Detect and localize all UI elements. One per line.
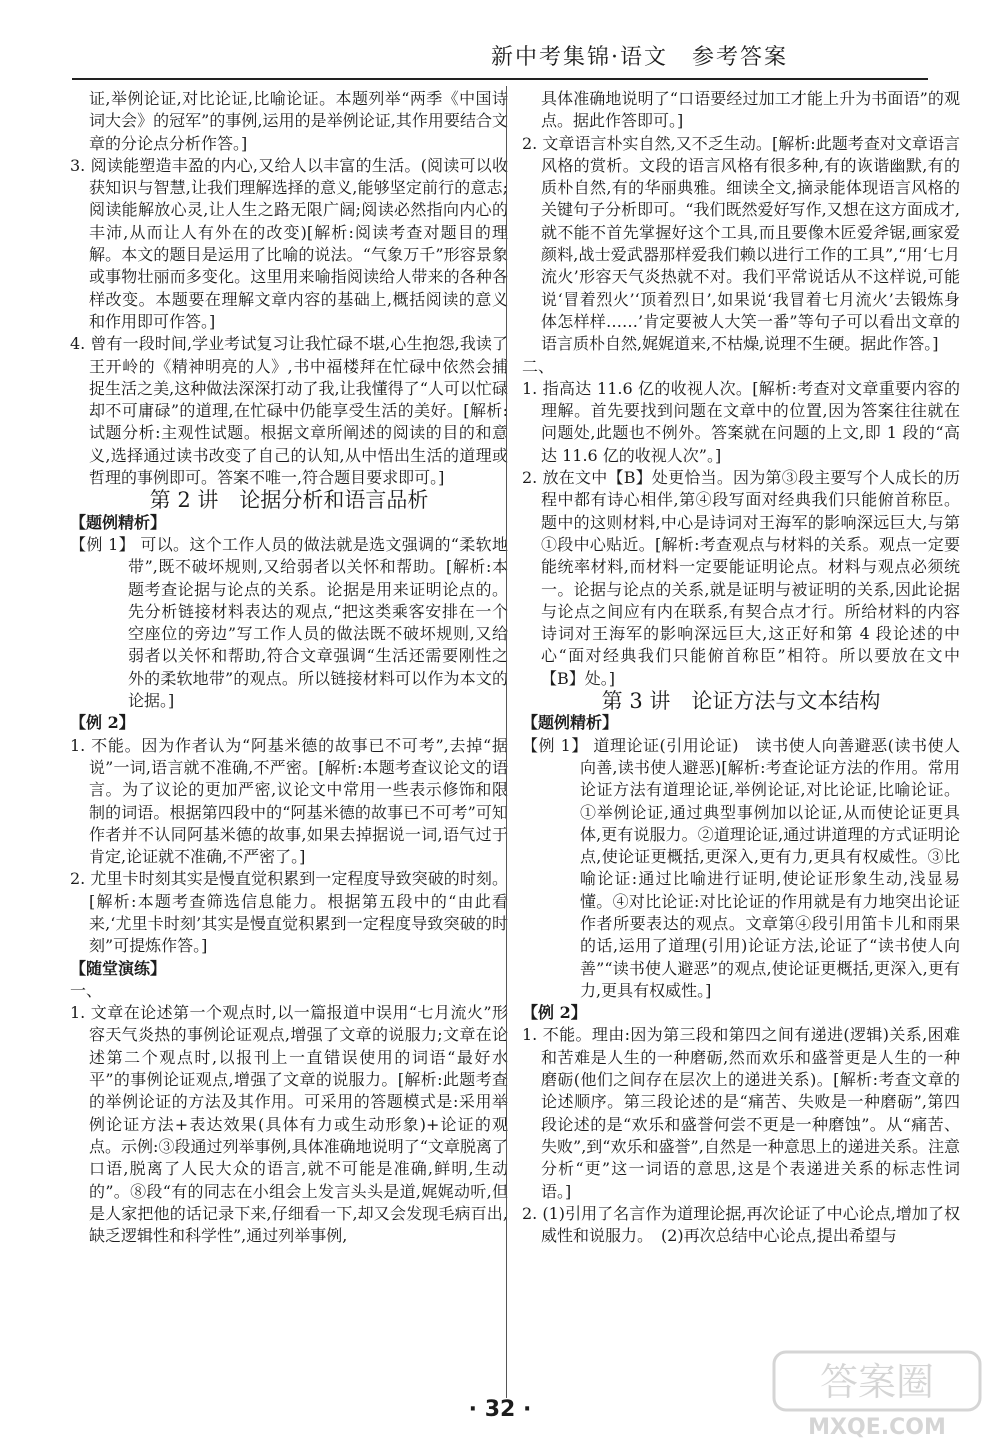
section-heading: 【题例精析】 (70, 512, 167, 532)
page-header (72, 18, 928, 80)
left-column (70, 88, 508, 1247)
example-answer: 【例 1】 可以。这个工作人员的做法就是选文强调的“柔软地带”,既不破坏规则,又给弱者以关怀和帮助。[解析:本题考查论据与论点的关系。论据是用来证明论点的。先分析链接材料表达的观点,“把这类乘客安排在一个空座位的旁边”写工作人员的做法既不破坏规则,又给弱者以关怀和帮助,符合文章强调“生活还需要刚性之外的柔软地带”的观点。所以链接材料可以作为本文的论据。] (70, 534, 508, 711)
page-number: · 32 · (468, 1397, 532, 1422)
answer-item: 2. 放在文中【B】处更恰当。因为第③段主要写个人成长的历程中都有诗心相伴,第④段写面对经典我们只能俯首称臣。题中的这则材料,中心是诗词对王海军的影响深远巨大,与第①段中心贴近。[解析:考查观点与材料的关系。观点一定要能统率材料,而材料一定要能证明论点。材料与观点必须统一。论据与论点的关系,就是证明与被证明的关系,因此论据与论点之间应有内在联系,有契合点才行。所给材料的内容诗词对王海军的影响深远巨大,这正好和第 4 段论述的中心“面对经典我们只能俯首称臣”相符。所以要放在文中【B】处。] (522, 468, 960, 688)
lecture-title: 第 2 讲 论据分析和语言品析 (149, 488, 429, 513)
lecture-title: 第 3 讲 论证方法与文本结构 (601, 689, 881, 714)
paragraph: 具体准确地说明了“口语要经过加工才能上升为书面语”的观点。据此作答即可。] (541, 89, 960, 131)
watermark-domain: MXQE.COM (808, 1415, 946, 1440)
answer-item: 2. (1)引用了名言作为道理论据,再次论证了中心论点,增加了权威性和说服力。 (2)再次总结中心论点,提出希望与 (522, 1203, 960, 1246)
answer-item: 3. 阅读能塑造丰盈的内心,又给人以丰富的生活。(阅读可以收获知识与智慧,让我们理解选择的意义,能够坚定前行的意志;阅读能解放心灵,让人生之路无限广阔;阅读必然指向内心的丰沛,从而让人有外在的改变)[解析:阅读考查对题目的理解。本文的题目是运用了比喻的说法。“气象万千”形容景象或事物壮丽而多变化。这里用来喻指阅读给人带来的各种各样改变。本题要在理解文章内容的基础上,概括阅读的意义和作用即可作答。] (70, 155, 508, 331)
answer-item: 1. 不能。因为作者认为“阿基米德的故事已不可考”,去掉“据说”一词,语言就不准确,不严密。[解析:本题考查议论文的语言。为了议论的更加严密,议论文中常用一些表示修饰和限制的词语。根据第四段中的“阿基米德的故事已不可考”可知作者并不认同阿基米德的故事,如果去掉据说一词,语气过于肯定,论证就不准确,不严密了。] (70, 735, 508, 867)
answer-item: 1. 文章在论述第一个观点时,以一篇报道中误用“七月流火”形容天气炎热的事例论证观点,增强了文章的说服力;文章在论述第二个观点时,以报刊上一直错误使用的词语“最好水平”的事例论证观点,增强了文章的说服力。[解析:此题考查的举例论证的方法及其作用。可采用的答题模式是:采用举例论证方法+表达效果(具体有力或生动形象)+论证的观点。示例:③段通过列举事例,具体准确地说明了“文章脱离了口语,脱离了人民大众的语言,就不可能是准确,鲜明,生动的”。⑧段“有的同志在小组会上发言头头是道,娓娓动听,但是人家把他的话记录下来,仔细看一下,却又会发现毛病百出,缺乏逻辑性和科学性”,通过列举事例, (70, 1003, 508, 1246)
section-heading: 【例 2】 (70, 713, 135, 733)
answer-item: 1. 不能。理由:因为第三段和第四之间有递进(逻辑)关系,困难和苦难是人生的一种磨砺,然而欢乐和盛誉更是人生的一种磨砺(他们之间存在层次上的递进关系)。[解析:考查文章的论述顺序。第三段论述的是“痛苦、失败是一种磨砺”,第四段论述的是“欢乐和盛誉何尝不更是一种磨蚀”。从“痛苦、失败”,到“欢乐和盛誉”,自然是一种意思上的递进关系。注意分析“更”这一词语的意思,这是个表递进关系的标志性词语。] (522, 1025, 960, 1201)
section-heading: 【随堂演练】 (70, 958, 167, 978)
section-heading: 【例 2】 (522, 1003, 587, 1023)
watermark-text: 答案圈 (819, 1360, 935, 1404)
section-heading: 【题例精析】 (522, 713, 619, 733)
watermark-logo-icon (772, 1350, 982, 1440)
paragraph: 二、 (522, 356, 555, 376)
column-divider (506, 86, 507, 1398)
right-column (522, 88, 960, 1247)
paragraph: 一、 (70, 980, 103, 1000)
example-answer: 【例 1】 道理论证(引用论证) 读书使人向善避恶(读书使人向善,读书使人避恶)[解析:考查论证方法的作用。常用论证方法有道理论证,举例论证,对比论证,比喻论证。①举例论证,通过典型事例加以论证,从而使论证更具体,更有说服力。②道理论证,通过讲道理的方式证明论点,使论证更概括,更深入,更有力,更具有权威性。③比喻论证:通过比喻进行证明,使论证形象生动,浅显易懂。④对比论证:对比论证的作用就是有力地突出论证作者所要表达的观点。文章第④段引用笛卡儿和雨果的话,运用了道理(引用)论证方法,论证了“读书使人向善”“读书使人避恶”的观点,使论证更概括,更深入,更有力,更具有权威性。] (522, 735, 960, 1000)
answer-item: 4. 曾有一段时间,学业考试复习让我忙碌不堪,心生抱怨,我读了王开岭的《精神明亮的人》,书中福楼拜在忙碌中依然会捕捉生活之美,这种做法深深打动了我,让我懂得了“人可以忙碌却不可庸碌”的道理,在忙碌中仍能享受生活的美好。[解析:试题分析:主观性试题。根据文章所阐述的阅读的目的和意义,选择通过读书改变了自己的认知,从中悟出生活的道理或哲理的事例即可。答案不唯一,符合题目要求即可。] (70, 334, 508, 488)
header-title: 新中考集锦·语文 参考答案 (491, 45, 788, 70)
paragraph: 证,举例论证,对比论证,比喻论证。本题列举“两季《中国诗词大会》的冠军”的事例,运用的是举例论证,其作用要结合文章的分论点分析作答。] (89, 89, 508, 153)
answer-item: 2. 文章语言朴实自然,又不乏生动。[解析:此题考查对文章语言风格的赏析。文段的语言风格有很多种,有的诙谐幽默,有的质朴自然,有的华丽典雅。细读全文,摘录能体现语言风格的关键句子分析即可。“我们既然爱好写作,又想在这方面成才,就不能不首先掌握好这个工具,而且要像木匠爱斧锯,画家爱颜料,战士爱武器那样爱我们赖以进行工作的工具”,“用‘七月流火’形容天气炎热就不对。我们平常说话从不这样说,可能说‘冒着烈火’‘顶着烈日’,如果说‘我冒着七月流火’去锻炼身体怎样样……’肯定要被人大笑一番”等句子可以看出文章的语言质朴自然,娓娓道来,不枯燥,说理不生硬。据此作答。] (522, 133, 960, 354)
answer-item: 2. 尤里卡时刻其实是慢直觉积累到一定程度导致突破的时刻。[解析:本题考查筛选信息能力。根据第五段中的“由此看来,‘尤里卡时刻’其实是慢直觉积累到一定程度导致突破的时刻”可提炼作答。] (70, 869, 508, 956)
answer-item: 1. 指高达 11.6 亿的收视人次。[解析:考查对文章重要内容的理解。首先要找到问题在文章中的位置,因为答案往往就在问题处,此题也不例外。答案就在问题的上文,即 1 段的“高达 11.6 亿的收视人次”。] (522, 378, 960, 465)
